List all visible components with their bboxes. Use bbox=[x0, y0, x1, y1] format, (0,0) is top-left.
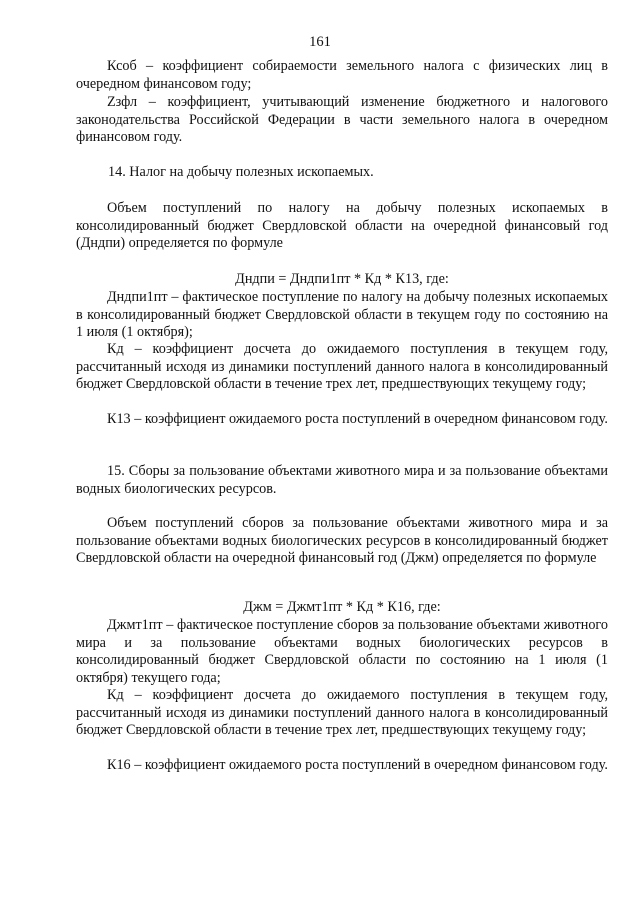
definition-zzfl: Zзфл – коэффициент, учитывающий изменение бюджетного и налогового законодательства Российской Федерации в части земельного налога в очередном финансовом году. bbox=[76, 94, 608, 145]
definition-djmt1pt: Джмт1пт – фактическое поступление сборов за пользование объектами животного мира и за пользование объектами водных биологических ресурсов в консолидированный бюджет Свердловской области по состоянию на 1 июля (1 октября) текущего года; bbox=[76, 617, 608, 686]
formula-djm: Джм = Джмт1пт * Кд * К16, где: bbox=[243, 599, 441, 615]
section-heading-15: 15. Сборы за пользование объектами животного мира и за пользование объектами водных биологических ресурсов. bbox=[76, 463, 608, 497]
definition-kd-2: Кд – коэффициент досчета до ожидаемого поступления в текущем году, рассчитанный исходя из динамики поступлений данного налога в консолидированный бюджет Свердловской области в течение трех лет, предшествующих текущему году; bbox=[76, 687, 608, 738]
definition-kd-1: Кд – коэффициент досчета до ожидаемого поступления в текущем году, рассчитанный исходя из динамики поступлений данного налога в консолидированный бюджет Свердловской области в течение трех лет, предшествующих текущему году; bbox=[76, 341, 608, 392]
section-heading-14: 14. Налог на добычу полезных ископаемых. bbox=[108, 164, 374, 180]
definition-ksob: Ксоб – коэффициент собираемости земельного налога с физических лиц в очередном финансовом году; bbox=[76, 58, 608, 92]
definition-k13: К13 – коэффициент ожидаемого роста поступлений в очередном финансовом году. bbox=[107, 411, 608, 427]
definition-dndpi1pt: Дндпи1пт – фактическое поступление по налогу на добычу полезных ископаемых в консолидированный бюджет Свердловской области в текущем году по состоянию на 1 июля (1 октября); bbox=[76, 289, 608, 340]
page-number: 161 bbox=[309, 34, 331, 50]
paragraph-djm-volume: Объем поступлений сборов за пользование объектами животного мира и за пользование объектами водных биологических ресурсов в консолидированный бюджет Свердловской области на очередной финансовый год (Джм) определяется по формуле bbox=[76, 515, 608, 566]
paragraph-ndpi-volume: Объем поступлений по налогу на добычу полезных ископаемых в консолидированный бюджет Свердловской области на очередной финансовый год (Дндпи) определяется по формуле bbox=[76, 200, 608, 251]
definition-k16: К16 – коэффициент ожидаемого роста поступлений в очередном финансовом году. bbox=[107, 757, 608, 773]
formula-dndpi: Дндпи = Дндпи1пт * Кд * К13, где: bbox=[235, 271, 449, 287]
